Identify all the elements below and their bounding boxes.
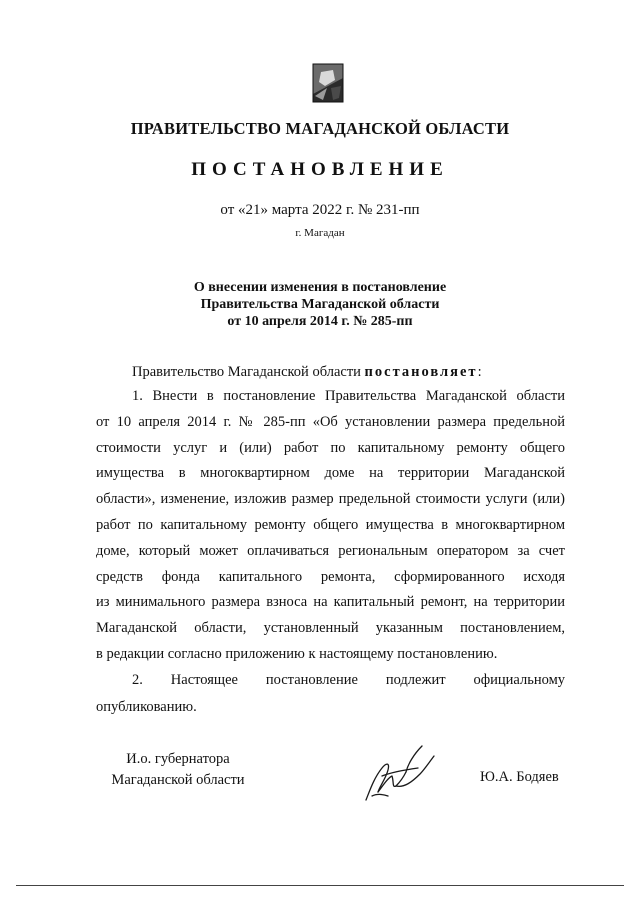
preamble-suffix: : — [477, 364, 482, 380]
paragraph-1 — [96, 384, 565, 668]
paragraph-line: в редакции согласно приложению к настоящему постановлению. — [96, 645, 498, 662]
position-line: И.о. губернатора — [126, 751, 230, 767]
preamble-emphasis: постановляет — [364, 364, 478, 380]
handwritten-signature-icon — [352, 742, 442, 806]
paragraph-line: Магаданской области, установленный указанным постановлением, — [96, 620, 565, 637]
paragraph-line: стоимости услуг и (или) работ по капитальному ремонту общего — [96, 439, 565, 456]
preamble — [96, 364, 565, 381]
paragraph-line: опубликованию. — [96, 699, 197, 715]
position-line: Магаданской области — [111, 772, 245, 788]
document-date-number: от «21» марта 2022 г. № 231-пп — [220, 202, 420, 218]
subject-line: от 10 апреля 2014 г. № 285-пп — [227, 314, 413, 329]
paragraph-line: 1. Внести в постановление Правительства Магаданской области — [132, 388, 565, 404]
subject-line: О внесении изменения в постановление — [193, 280, 447, 295]
paragraph-line: доме, который может оплачиваться региональным оператором за счет — [96, 542, 565, 559]
paragraph-line: из минимального размера взноса на капитальный ремонт, на территории — [96, 594, 565, 611]
coat-of-arms-icon — [303, 58, 353, 108]
organization-title: ПРАВИТЕЛЬСТВО МАГАДАНСКОЙ ОБЛАСТИ — [130, 119, 510, 138]
paragraph-line: имущества в многоквартирном доме на территории Магаданской — [96, 465, 565, 482]
document-city: г. Магадан — [295, 227, 345, 239]
signatory-position — [98, 749, 258, 791]
paragraph-line: 2. Настоящее постановление подлежит официальному — [132, 672, 565, 688]
paragraph-line: работ по капитальному ремонту общего имущества в многоквартирном — [96, 516, 565, 533]
subject-line: Правительства Магаданской области — [200, 297, 440, 312]
preamble-text: Правительство Магаданской области — [132, 364, 365, 380]
paragraph-line: от 10 апреля 2014 г. № 285-пп «Об установлении размера предельной — [96, 413, 565, 430]
paragraph-2 — [96, 667, 565, 721]
paragraph-line: области», изменение, изложив размер предельной стоимости услуги (или) — [96, 491, 565, 508]
signatory-name: Ю.А. Бодяев — [480, 769, 559, 785]
document-subject — [0, 279, 640, 330]
paragraph-line: средств фонда капитального ремонта, сформированного исходя — [96, 568, 565, 585]
document-type: ПОСТАНОВЛЕНИЕ — [191, 159, 449, 180]
footer-divider — [16, 885, 624, 886]
